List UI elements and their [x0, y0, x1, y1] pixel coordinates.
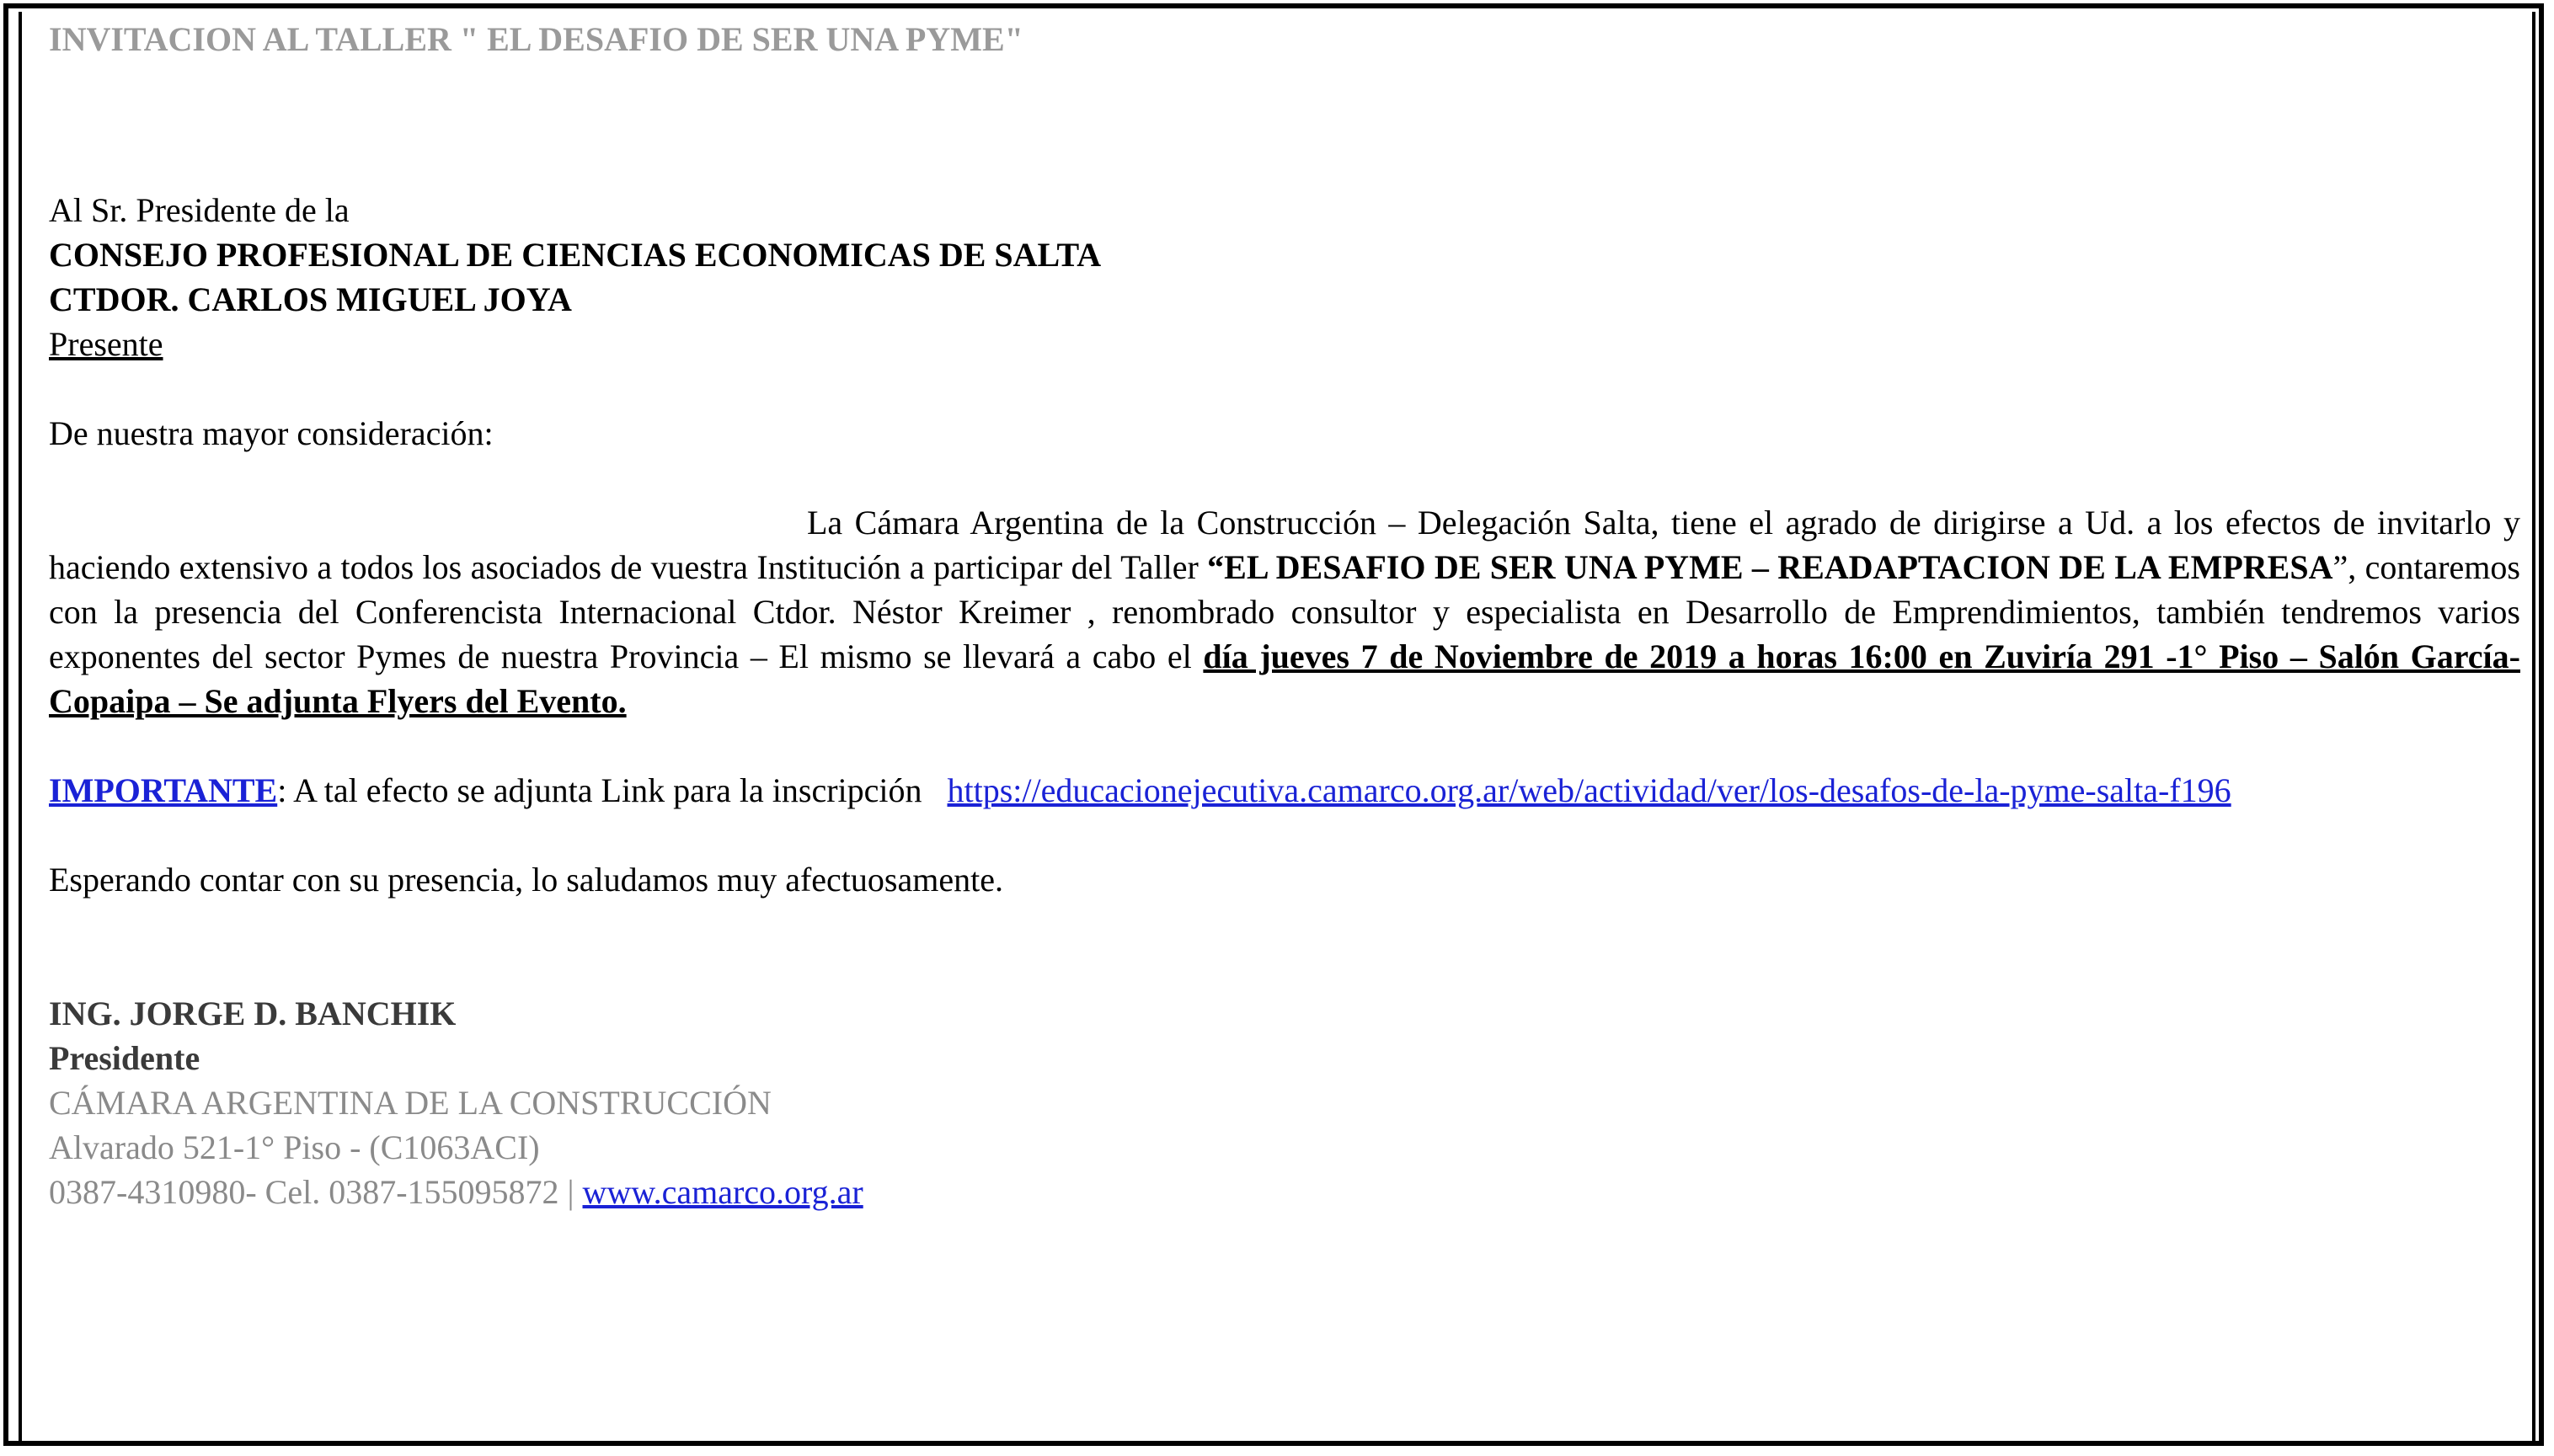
signature-contact [49, 1170, 2520, 1214]
important-label[interactable]: IMPORTANTE [49, 771, 278, 809]
signature-name: ING. JORGE D. BANCHIK [49, 995, 457, 1032]
workshop-title: “EL DESAFIO DE SER UNA PYME – READAPTACION DE LA EMPRESA [1207, 548, 2333, 586]
signature-title: Presidente [49, 1039, 200, 1077]
event-date-details: día jueves 7 de Noviembre de 2019 a horas 16:00 en Zuviría 291 -1° Piso – Salón García- Copaipa – Se adjunta Flyers del Evento. [49, 637, 2520, 720]
greeting: De nuestra mayor consideración: [49, 414, 494, 452]
signature-phones: 0387-4310980- Cel. 0387-155095872 | [49, 1173, 583, 1211]
document-body [49, 17, 2520, 1214]
website-link[interactable]: www.camarco.org.ar [582, 1173, 863, 1211]
subject-line: INVITACION AL TALLER " EL DESAFIO DE SER UNA PYME" [49, 20, 1023, 58]
important-text: : A tal efecto se adjunta Link para la inscripción [277, 771, 931, 809]
addressee-block [49, 188, 2520, 366]
important-paragraph [49, 768, 2520, 813]
registration-link[interactable]: https://educacionejecutiva.camarco.org.ar/web/actividad/ver/los-desafos-de-la-pyme-salta-f196 [947, 771, 2231, 809]
addressee-org: CONSEJO PROFESIONAL DE CIENCIAS ECONOMICAS DE SALTA [49, 236, 1102, 274]
signature-block [49, 991, 2520, 1214]
body-text-start: La Cámara Argentina de la Construcción – Delegación Salta, tiene el agrado de dirigirse a Ud. a los efectos de invitarlo y haciendo extensivo a todos los asociados de vuestra Institución a participar del Taller [49, 504, 2520, 586]
body-text-mid: ”, contaremos con la presencia del Conferencista Internacional Ctdor. Néstor Kreimer , renombrado consultor y especialista en Desarrollo de Emprendimientos, también tendremos varios exponentes del sector Pymes de nuestra Provincia – El mismo se llevará a cabo el [49, 548, 2520, 675]
signature-address: Alvarado 521-1° Piso - (C1063ACI) [49, 1128, 540, 1166]
addressee-person: CTDOR. CARLOS MIGUEL JOYA [49, 280, 572, 318]
closing-line: Esperando contar con su presencia, lo saludamos muy afectuosamente. [49, 861, 1003, 899]
addressee-presente: Presente [49, 325, 163, 363]
signature-org: CÁMARA ARGENTINA DE LA CONSTRUCCIÓN [49, 1084, 772, 1122]
addressee-line: Al Sr. Presidente de la [49, 191, 350, 229]
body-paragraph [49, 500, 2520, 723]
